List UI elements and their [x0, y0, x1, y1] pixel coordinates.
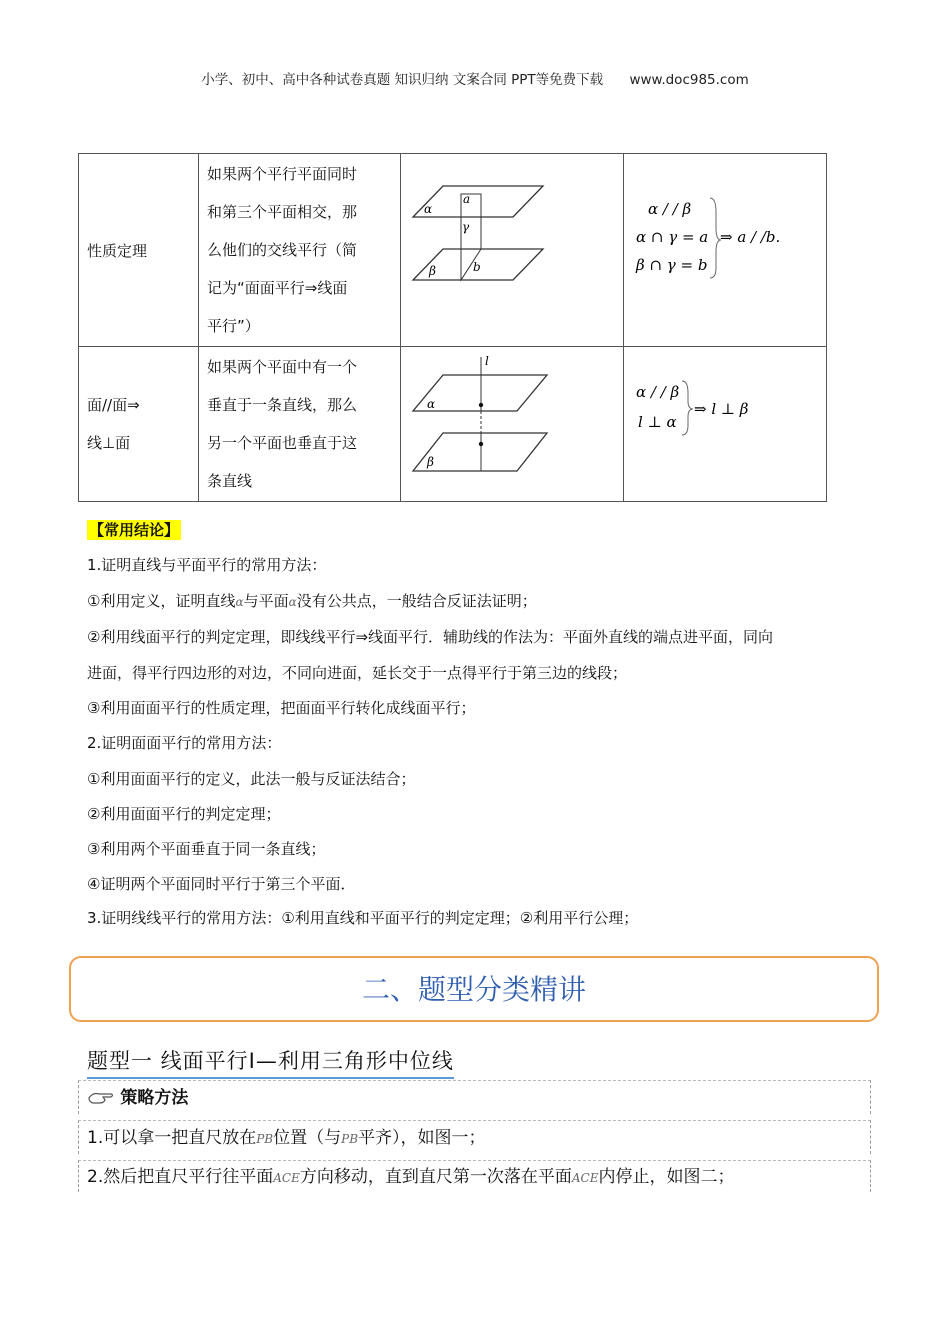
- conclusion-line: 2.证明面面平行的常用方法：: [87, 734, 282, 752]
- conclusion-line: ④证明两个平面同时平行于第三个平面．: [87, 875, 356, 893]
- row2-formula: [624, 347, 827, 502]
- row2-name-line1: 面//面⇒: [87, 396, 140, 414]
- formula-line: l ⊥ α: [638, 413, 677, 431]
- conclusion-text: 与平面: [243, 592, 289, 610]
- row2-desc: [199, 347, 401, 502]
- strategy-step-2: [78, 1160, 871, 1192]
- label-a: a: [463, 192, 471, 206]
- row2-figure: [401, 347, 624, 502]
- math-alpha: α: [288, 595, 297, 609]
- strategy-step-1: [78, 1120, 871, 1154]
- math-ace: ACE: [273, 1171, 300, 1185]
- step-text: 方向移动，直到直尺第一次落在平面: [299, 1167, 572, 1187]
- formula-line: α / / β: [636, 383, 680, 401]
- label-alpha: α: [424, 202, 433, 216]
- table-row: [79, 154, 827, 347]
- row1-desc: [199, 154, 401, 347]
- conclusion-line: 1.证明直线与平面平行的常用方法：: [87, 556, 327, 574]
- desc-line: 条直线: [207, 472, 253, 490]
- step-text: 平齐），如图一；: [358, 1128, 486, 1148]
- math-pb: PB: [256, 1132, 274, 1146]
- desc-line: 垂直于一条直线，那么: [207, 396, 358, 414]
- formula-result: ⇒ a / /b.: [720, 228, 781, 246]
- strategy-header: [78, 1080, 871, 1114]
- plane-alpha: [413, 186, 543, 217]
- label-alpha: α: [427, 397, 436, 411]
- conclusion-line: [87, 591, 537, 612]
- step-text: 位置（与: [273, 1128, 342, 1148]
- row1-figure: [401, 154, 624, 347]
- hand-pointing-icon: [87, 1088, 115, 1106]
- label-gamma: γ: [462, 220, 470, 234]
- conclusion-line: 3.证明线线平行的常用方法：①利用直线和平面平行的判定定理；②利用平行公理；: [87, 909, 639, 927]
- math-ace: ACE: [571, 1171, 599, 1185]
- table-row: [79, 347, 827, 502]
- page-header: [0, 68, 950, 88]
- step-text: 2.然后把直尺平行往平面: [87, 1167, 274, 1187]
- formula-line: β ∩ γ = b: [636, 256, 708, 274]
- header-site: www.doc985.com: [629, 72, 749, 88]
- row2-name-line2: 线⊥面: [87, 434, 131, 452]
- desc-line: 平行”）: [207, 317, 260, 335]
- desc-line: 和第三个平面相交，那: [207, 203, 358, 221]
- formula-line: α ∩ γ = a: [636, 228, 709, 246]
- conclusion-tag: 【常用结论】: [89, 521, 180, 539]
- strategy-title: 策略方法: [120, 1088, 189, 1108]
- row2-name: [79, 347, 199, 502]
- intersection-point-beta: [479, 442, 483, 446]
- label-beta: β: [429, 264, 436, 278]
- strategy-box: [78, 1080, 871, 1192]
- desc-line: 如果两个平行平面同时: [207, 165, 358, 183]
- desc-line: 另一个平面也垂直于这: [207, 434, 358, 452]
- section-title: 二、题型分类精讲: [361, 973, 586, 1006]
- step-text: 1.可以拿一把直尺放在: [87, 1128, 257, 1148]
- formula-1: [624, 154, 814, 342]
- header-text: 小学、初中、高中各种试卷真题 知识归纳 文案合同 PPT等免费下载: [201, 72, 604, 88]
- desc-line: 如果两个平面中有一个: [207, 358, 358, 376]
- parallel-planes-figure: [401, 154, 623, 342]
- row1-name: 性质定理: [79, 154, 199, 347]
- conclusion-line: ①利用面面平行的定义，此法一般与反证法结合；: [87, 770, 416, 788]
- desc-line: 记为“面面平行⇒线面: [207, 279, 348, 297]
- theorem-table: [78, 153, 827, 502]
- desc-line: 么他们的交线平行（简: [207, 241, 358, 259]
- conclusion-line: ②利用线面平行的判定定理，即线线平行⇒线面平行．辅助线的作法为：平面外直线的端点进平面，同向: [87, 628, 774, 646]
- conclusion-tag-line: [87, 520, 181, 540]
- brace-icon: [682, 381, 693, 435]
- type-title: 题型一 线面平行Ⅰ—利用三角形中位线: [87, 1045, 454, 1079]
- step-text: 内停止，如图二；: [598, 1167, 735, 1187]
- formula-line: α / / β: [648, 200, 692, 218]
- formula-result: ⇒ l ⊥ β: [694, 400, 749, 418]
- section-banner: [69, 956, 879, 1022]
- label-b: b: [473, 260, 481, 274]
- perpendicular-line-figure: [401, 347, 623, 497]
- math-alpha: α: [235, 595, 244, 609]
- row1-formula: [624, 154, 827, 347]
- label-beta: β: [427, 455, 434, 469]
- intersection-point-alpha: [479, 403, 483, 407]
- math-pb: PB: [341, 1132, 359, 1146]
- conclusion-line: ③利用面面平行的性质定理，把面面平行转化成线面平行；: [87, 699, 476, 717]
- conclusion-line: ②利用面面平行的判定定理；: [87, 805, 281, 823]
- formula-2: [624, 347, 814, 497]
- conclusion-line: 进面，得平行四边形的对边，不同向进面，延长交于一点得平行于第三边的线段；: [87, 664, 628, 682]
- conclusion-line: ③利用两个平面垂直于同一条直线；: [87, 840, 326, 858]
- conclusion-text: 没有公共点，一般结合反证法证明；: [296, 592, 537, 610]
- label-l: l: [485, 354, 489, 368]
- conclusion-text: ①利用定义，证明直线: [87, 592, 236, 610]
